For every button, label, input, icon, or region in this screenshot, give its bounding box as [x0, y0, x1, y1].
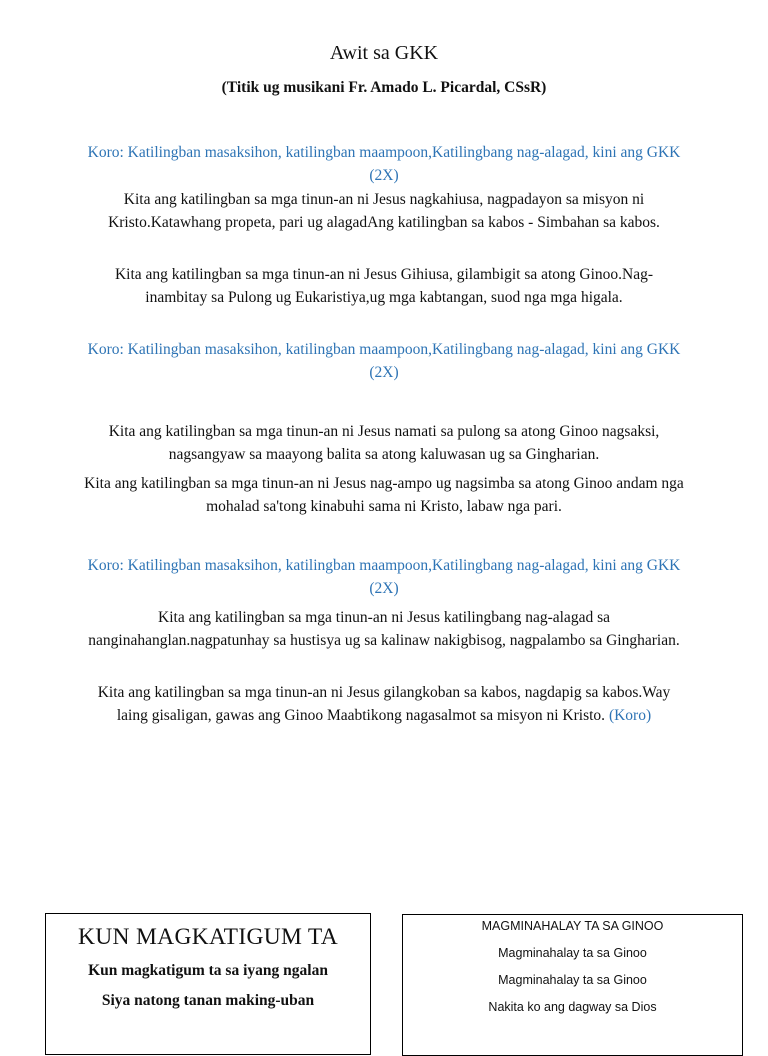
verse-3: Kita ang katilingban sa mga tinun-an ni Jesus namati sa pulong sa atong Ginoo nagsaksi, nagsangyaw sa maayong balita sa atong kaluwasan ug sa Gingharian.	[108, 423, 660, 463]
chorus: Koro: Katilingban masaksihon, katilingban maampoon,Katilingbang nag-alagad, kini ang GKK (2X)	[87, 144, 681, 184]
verse-2: Kita ang katilingban sa mga tinun-an ni Jesus Gihiusa, gilambigit sa atong Ginoo.Nag-inambitay sa Pulong ug Eukaristiya,ug mga kabtangan, suod nga mga higala.	[114, 266, 654, 306]
box-right-line: Magminahalay ta sa Ginoo	[498, 946, 647, 960]
koro-reference: (Koro)	[608, 706, 652, 724]
verse-6	[84, 682, 684, 727]
box-right-line: Magminahalay ta sa Ginoo	[498, 973, 647, 987]
verse-4: Kita ang katilingban sa mga tinun-an ni Jesus nag-ampo ug nagsimba sa atong Ginoo andam nga mohalad sa'tong kinabuhi sama ni Kristo, labaw nga pari.	[84, 475, 684, 515]
box-left-line: Kun magkatigum ta sa iyang ngalan	[88, 962, 328, 979]
box-right-line: Nakita ko ang dagway sa Dios	[488, 1000, 657, 1014]
box-left-line: Siya natong tanan making-uban	[101, 992, 315, 1009]
song-credits: (Titik ug musikani Fr. Amado L. Picardal, CSsR)	[221, 79, 547, 96]
song-box-left	[45, 913, 371, 1055]
box-right-title: MAGMINAHALAY TA SA GINOO	[481, 919, 664, 933]
box-left-title: KUN MAGKATIGUM TA	[78, 924, 338, 950]
song-title: Awit sa GKK	[329, 42, 439, 64]
verse-5: Kita ang katilingban sa mga tinun-an ni Jesus katilingbang nag-alagad sa nanginahanglan.nagpatunhay sa hustisya ug sa kalinaw nakigbisog, nagpalambo sa Gingharian.	[88, 609, 680, 649]
song-box-right	[402, 914, 743, 1056]
verse-6-text: Kita ang katilingban sa mga tinun-an ni Jesus gilangkoban sa kabos, nagdapig sa kabos.Way laing gisaligan, gawas ang Ginoo Maabtikong nagasalmot sa misyon ni Kristo.	[97, 684, 671, 724]
chorus: Koro: Katilingban masaksihon, katilingban maampoon,Katilingbang nag-alagad, kini ang GKK (2X)	[87, 341, 681, 381]
verse-1: Kita ang katilingban sa mga tinun-an ni Jesus nagkahiusa, nagpadayon sa misyon ni Kristo.Katawhang propeta, pari ug alagadAng katilingban sa kabos - Simbahan sa kabos.	[108, 191, 660, 231]
chorus: Koro: Katilingban masaksihon, katilingban maampoon,Katilingbang nag-alagad, kini ang GKK (2X)	[87, 557, 681, 597]
